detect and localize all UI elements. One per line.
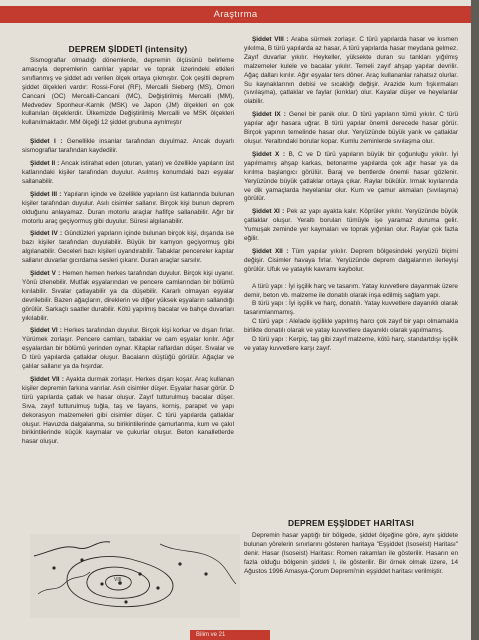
town-marker <box>138 572 141 575</box>
degree-text: Genellikle insanlar tarafından duyulmaz. Ancak duyarlı sismograflar tarafından kaydedilir. <box>22 138 234 155</box>
building-type-c: C türü yapı : Alelade işçilikle yapılmış harcı çok zayıf bir yapı olmamakla birlikte donatılı olarak ve yatay kuvvetlere dayanıklı olarak yapılmamış. <box>244 318 458 335</box>
degree-text: Araba sürmek zorlaşır. C türü yapılarda hasar ve kısmen yıkılma, B türü yapılarda az hasar, A türü yapılarda hasar meydana gelmez. Zayıf duvarlar yıkılır. Heykeller, yüksekte duran su tankları yığılmış malzemeler kulele ve bacalar yıkılır. Temeli zayıf ahşap yapılar devrilir. Ağaç dalları kırılır. Ağır eşyalar ters döner. Araç kullananlar rahatsız olurlar. Su kaynaklarının debisi ve sıcaklığı değişir. Arazide kum fışkırmaları (sıvılaşma), çatlaklar ve faylar (kırıklar) olur. Kayalar düşer ve heyelanlar olabilir. <box>244 36 458 106</box>
degree-text: Yapıların içinde ve özellikle yapıların üst katlarında bulunan kişiler tarafından duyulur. Asılı cisimler sallanır. Birçok kişi bunun deprem olduğunu anlayamaz. Duran motorlu araçlar hafifçe sallanabilir. Ağır bir motorlu araç geçiyormuş gibi duyulur. Süresi algılanabilir. <box>22 190 234 225</box>
degree-label: Şiddet II : <box>30 160 60 168</box>
degree-item <box>22 327 234 372</box>
degree-item <box>22 270 234 323</box>
river <box>38 572 90 594</box>
town-marker <box>80 558 83 561</box>
town-marker <box>100 582 103 585</box>
road <box>160 544 236 584</box>
degree-text: Gündüzleri yapıların içinde bulunan birçok kişi, dışarıda ise bazı kişiler tarafından duyulabilir. Büyük bir kamyon geçiyormuş gibi algılanabilir. Geceleri bazı kişileri uyandırabilir. Tabaklar pencereler kapılar sallanır duvarlar gıcırdama sesleri çıkarır. Duran araçlar sarsılır. <box>22 230 234 265</box>
degree-text: Ancak istirahat eden (oturan, yatan) ve özellikle yapıların üst katlarındaki kişiler tarafından duyulur. Asılmış konumdaki bazı eşyalar sallanabilir. <box>22 160 234 185</box>
column-right <box>244 36 458 514</box>
degree-text: Ayakta durmak zorlaşır. Herkes dışarı koşar. Araç kullanan kişiler depremin farkına varırlar. Asılı cisimler düşer. Eşyalar hasar görür. D türü yapılarda çatlak ve hasar oluşur. Zayıf tutturulmuş bacalar düşer. Sıva, zayıf tutturulmuş tuğla, taş ve fayans, korniş, parapet ve yapı dekorasyon malzemeleri gibi cisimler düşer. C türü yapılarda çatlaklar oluşur. Havuzda dalgalanma, su birikintilerinde çamurlanma, kum ve çakıl birikintilerinde küçük kaymalar ve çukurlar oluşur. Beton kanalletlerde hasar oluşur. <box>22 376 234 446</box>
degree-text: Herkes tarafından duyulur. Birçok kişi korkar ve dışarı fırlar. Yürümek zorlaşır. Pencere camları, tabaklar ve cam eşyalar kırılır. Ağır eşyalardan bir bölümü yerinden oynar. Kitaplar raflardan düşer. Sıvalar ve D türü yapılarda çatlaklar oluşur. Bacaların düştüğü görülür. Ağaçlar ve çalılar sallanır ya da hışırdar. <box>22 327 234 371</box>
page-edge <box>471 0 479 640</box>
map-section-text <box>244 532 458 610</box>
town-marker <box>124 600 127 603</box>
degree-item <box>244 151 458 204</box>
building-type-b: B türü yapı : İyi işçilik ve harç, donatılı. Yatay kuvvetlere dayanıklı olarak tasarımlanmamış. <box>244 300 458 317</box>
footer-page-label: Bilim ve 21 <box>196 632 226 638</box>
degree-item <box>244 248 458 275</box>
degree-item <box>22 138 234 156</box>
degree-item <box>244 208 458 244</box>
degree-text: B, C ve D türü yapıların büyük bir çoğunluğu yıkılır. İyi yapılmamış ahşap karkas, betonarme yapılarda çok ağır hasar ya da kırılma başlangıcı görülür. Baraj ve bentlerde önemli hasar gözlenir. Yeryüzünde büyük çatlaklar ortaya çıkar. Raylar bükülür. Irmak kıyılarında ve dik yamaçlarda heyelanlar olur. Kum ve çamur akmaları (sıvılaşma) görülür. <box>244 150 458 203</box>
degree-item <box>22 376 234 447</box>
degree-text: Tüm yapılar yıkılır. Deprem bölgesindeki yeryüzü biçimi değişir. Cisimler havaya fırlar. Yeryüzünde deprem dalgalarının ilerleyişi görülür. Ufuk ve yataylık kavramı kaybolur. <box>244 247 458 273</box>
degree-item <box>244 36 458 107</box>
town-marker <box>52 566 55 569</box>
degree-text: Hemen hemen herkes tarafından duyulur. Birçok kişi uyanır. Yönü izlenebilir. Mutfak eşyalarından ve pencere camlarından bir bölümü kırılabilir. Sıvalar çatlayabilir ya da düşebilir. Kararlı olmayan eşyalar devrilebilir. Bazen ağaçların, direklerin ve diğer yüksek eşyaların sallandığı görülür. Sarkaçlı saatler durabilir. Kötü yapılmış bacalar ve bahçe duvarları yıkılabilir. <box>22 270 234 322</box>
map-section-paragraph: Depremin hasar yaptığı bir bölgede, şiddet ölçeğine göre, aynı şiddete bulunan yörelerin sınırlarını gösteren haritaya "Eşşiddet (Isoseist) Haritası" denir. Hasar (Isoseist) Haritası: Romen rakamları ile gösterilir. Hasarın en fazla olduğu bölgenin şiddeti I, ile gösterilir. Bir örnek olmak üzere, 14 Ağustos 1996 Amasya-Çorum Depremi'nin eşşiddet haritası verilmiştir. <box>244 532 458 575</box>
degree-label: Şiddet III : <box>30 190 62 198</box>
degree-label: Şiddet IV : <box>30 230 63 238</box>
degree-label: Şiddet IX : <box>252 111 286 119</box>
degree-item <box>22 191 234 227</box>
building-type-d: D türü yapı : Kerpiç, taş gibi zayıf malzeme, kötü harç, standartdışı işçilik ve yatay kuvvetlere karşı zayıf. <box>244 336 458 352</box>
degree-item <box>22 160 234 187</box>
town-marker <box>204 572 207 575</box>
degree-label: Şiddet VIII : <box>252 36 289 43</box>
coastline <box>34 542 110 556</box>
map-intensity-label: VIII <box>114 577 122 583</box>
degree-item <box>244 111 458 147</box>
isoseismal-map-figure <box>30 534 240 618</box>
building-type-a: A türü yapı : İyi işçilik harç ve tasarım. Yatay kuvvetlere dayanmak üzere demir, beton vb. malzeme ile donatılı olarak inşa edilmiş sağlam yapı. <box>244 282 458 299</box>
article-title: DEPREM ŞİDDETİ (intensity) <box>68 44 188 54</box>
town-marker <box>156 586 159 589</box>
town-marker <box>178 562 181 565</box>
degree-label: Şiddet X : <box>252 150 285 158</box>
degree-label: Şiddet I : <box>30 138 63 146</box>
section-header-title: Araştırma <box>213 9 258 20</box>
degree-label: Şiddet V : <box>30 270 61 278</box>
article-intro: Sismograflar olmadığı dönemlerde, depremin ölçüsünü belirleme amacıyla depremlerin canlılar yapılar ve toprak üzerindeki etkileri sınıflanmış ve şiddet adı verilen ölçek ortaya çıkmıştır. Çok çeşitli deprem şiddet ölçekleri vardır: Rossi-Forel (RF), Mercalli Sieberg (MS), Omori Cancani (OC) Mercalli-Cancani (MC), Değiştirilmiş Mercalli (MM), Medvedev Sponheur-Karnik (MSK) ve Japon (JM) ölçekleri en çok kullanılan ölçeklerdir. Ülkemizde Değiştirilmiş Mercalli ve MSK ölçekleri kullanılmaktadır. MM ölçeği 12 şiddet grubuna ayrılmıştır <box>22 57 234 127</box>
degree-text: Pek az yapı ayakta kalır. Köprüler yıkılır. Yeryüzünde büyük çatlaklar oluşur. Yeraltı boruları tümüyle işe yaramaz duruma gelir. Yumuşak zeminde yer kaymaları ve toprak yığınları olur. Raylar çok fazla eğilir. <box>244 208 458 243</box>
degree-text: Genel bir panik olur. D türü yapıların tümü yıkılır. C türü yapılar ağır hasara uğrar. B türü yapılar önemli derecede hasar görür. Birçok yapının temelinde hasar olur. Yeryüzünde büyük yarık ve çatlaklar oluşur. Yeraltındaki borular kopar. Kumlu zeminlerde sıvılaşma olur. <box>244 111 458 145</box>
column-left <box>22 36 234 604</box>
degree-label: Şiddet XII : <box>252 247 289 255</box>
degree-label: Şiddet XI : <box>252 208 285 216</box>
degree-item <box>22 230 234 266</box>
isoseismal-map-drawing <box>30 534 240 618</box>
degree-label: Şiddet VII : <box>30 376 64 383</box>
degree-label: Şiddet VI : <box>30 327 62 335</box>
map-section-title: DEPREM EŞŞİDDET HARİTASI <box>287 518 415 528</box>
